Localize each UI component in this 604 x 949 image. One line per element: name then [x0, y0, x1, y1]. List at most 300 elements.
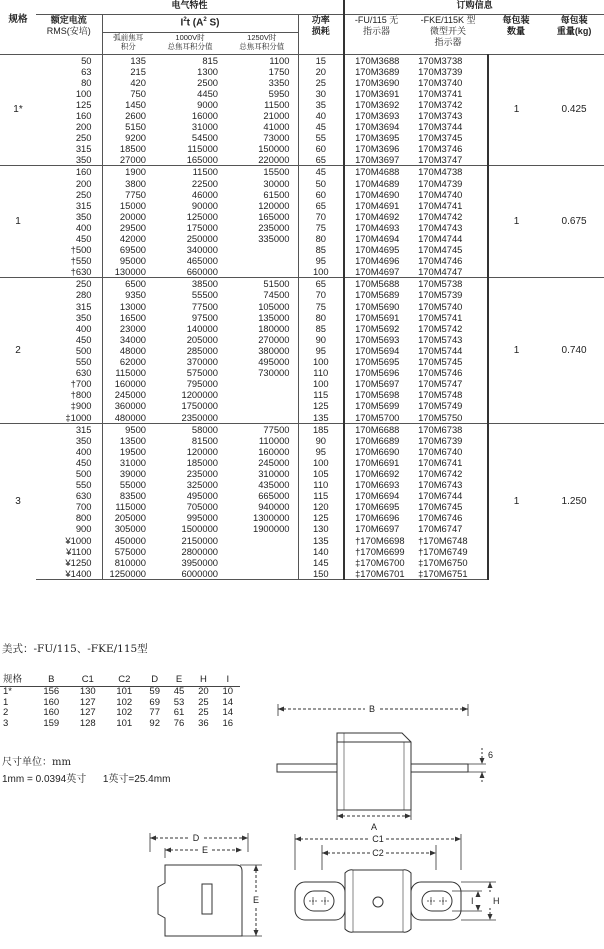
- fke-part-number-cell: 170M5745: [418, 356, 463, 368]
- total-i2t-1250v-cell: 235000: [258, 221, 290, 233]
- dims-cell: 53: [173, 696, 185, 708]
- prearc-i2t-cell: 5150: [102, 121, 154, 132]
- fu-part-number-cell: 170M4693: [344, 222, 408, 233]
- power-loss-cell: 135: [298, 412, 344, 424]
- rated-current-cell: 350: [75, 311, 92, 323]
- dims-cell: 25: [198, 696, 209, 708]
- total-i2t-1250v-cell: [226, 568, 298, 580]
- pack-qty-cell: 1: [488, 54, 544, 166]
- prearc-i2t-cell: 450000: [102, 535, 154, 546]
- total-i2t-1000v-cell: 2800000: [181, 545, 218, 557]
- fke-part-number-cell: 170M5744: [418, 344, 463, 356]
- end-view-arrows: [150, 836, 259, 937]
- dims-cell: 130: [79, 686, 96, 697]
- fke-part-number-cell: 170M3743: [418, 109, 463, 121]
- dims-cell: 61: [173, 707, 185, 718]
- power-loss-cell: 125: [298, 512, 344, 523]
- total-i2t-1000v-cell: 495000: [186, 490, 218, 502]
- fu-part-number-cell: 170M3689: [344, 66, 408, 77]
- prearc-i2t-cell: 420: [102, 77, 154, 88]
- fke-part-number-cell: 170M4746: [418, 255, 463, 267]
- prearc-i2t-cell: 9200: [102, 132, 154, 143]
- power-loss-cell: 35: [298, 99, 344, 110]
- dim-b-label: B: [368, 704, 376, 714]
- spec-cell: 3: [0, 423, 36, 579]
- top-view-arrows: [295, 837, 493, 921]
- pack-weight-col-header: 每包装 重量(kg): [556, 14, 592, 36]
- rated-current-cell: ¥1400: [36, 568, 102, 580]
- total-i2t-1250v-cell: 220000: [258, 154, 290, 166]
- total-i2t-1000v-cell: 120000: [186, 445, 218, 457]
- power-loss-cell: 40: [298, 110, 344, 121]
- fu-part-number-cell: 170M3694: [344, 121, 408, 132]
- fu-part-number-cell: 170M4694: [344, 233, 408, 244]
- power-loss-cell: 100: [298, 266, 344, 278]
- fu-part-number-cell: 170M6691: [344, 457, 408, 468]
- rated-current-cell: ‡1000: [65, 411, 92, 423]
- fke-part-number-cell: 170M4743: [418, 221, 463, 233]
- dims-col-header: H: [191, 674, 215, 687]
- total-i2t-1250v-cell: 940000: [258, 501, 290, 513]
- prearc-i2t-cell: 3800: [102, 178, 154, 189]
- fke-part-number-cell: 170M3746: [418, 143, 463, 155]
- dims-cell: 20: [198, 686, 209, 697]
- power-loss-cell: 65: [298, 278, 344, 290]
- fu-part-number-cell: 170M6692: [344, 468, 408, 479]
- fu-part-number-cell: 170M5699: [344, 400, 408, 411]
- pack-weight-cell: 0.425: [544, 54, 604, 166]
- total-i2t-1250v-cell: 110000: [258, 434, 290, 446]
- dimensions-table: [0, 674, 240, 729]
- fke-part-number-cell: 170M6746: [418, 512, 463, 524]
- total-i2t-1000v-cell: 4450: [197, 87, 218, 99]
- total-i2t-1250v-cell: [226, 255, 298, 266]
- fke-part-number-cell: 170M3741: [418, 87, 463, 99]
- rated-current-cell: 280: [75, 289, 92, 301]
- pack-qty-cell: 1: [488, 166, 544, 278]
- rated-current-cell: 400: [75, 445, 92, 457]
- fke-part-number-cell: 170M5747: [418, 378, 463, 390]
- prearc-i2t-cell: 245000: [102, 389, 154, 400]
- rated-current-cell: 350: [75, 154, 92, 166]
- fke-part-number-cell: 170M4741: [418, 199, 463, 211]
- rated-current-cell: 250: [75, 188, 92, 200]
- prearc-i2t-cell: 55000: [102, 479, 154, 490]
- total-i2t-1250v-cell: [226, 244, 298, 255]
- dims-cell: 1*: [3, 686, 12, 697]
- fke-part-number-cell: 170M4742: [418, 210, 463, 222]
- fu-part-number-cell: 170M5691: [344, 312, 408, 323]
- total-i2t-1000v-cell: 38500: [154, 278, 226, 290]
- total-i2t-1000v-cell: 31000: [191, 121, 218, 133]
- dims-cell: 59: [149, 686, 160, 697]
- fu-part-number-cell: ‡170M6701: [344, 568, 408, 580]
- fu-part-number-cell: 170M6697: [344, 523, 408, 534]
- prearc-i2t-cell: 115000: [102, 501, 154, 512]
- dim-d-label: D: [192, 833, 200, 843]
- fu-part-number-cell: 170M4691: [344, 200, 408, 211]
- fu-part-number-cell: 170M3696: [344, 143, 408, 154]
- dim-e-label: E: [201, 845, 209, 855]
- power-loss-cell: 70: [298, 211, 344, 222]
- fu-part-number-cell: 170M5689: [344, 289, 408, 300]
- power-loss-cell: 110: [298, 479, 344, 490]
- prearc-i2t-cell: 575000: [102, 546, 154, 557]
- power-loss-cell: 25: [298, 77, 344, 88]
- power-loss-cell: 45: [298, 121, 344, 132]
- pack-weight-cell: 0.740: [544, 278, 604, 423]
- prearc-col-header: 弧前焦耳 积分: [102, 32, 154, 54]
- rated-current-cell: †500: [70, 244, 92, 256]
- fu-part-number-cell: †170M6699: [344, 546, 408, 557]
- power-loss-cell: 150: [298, 568, 344, 580]
- prearc-i2t-cell: 15000: [102, 200, 154, 211]
- prearc-i2t-cell: 13500: [102, 435, 154, 446]
- fuse-end-view: [150, 833, 262, 936]
- total-i2t-1250v-cell: 74500: [263, 289, 290, 301]
- total-i2t-1000v-cell: 125000: [186, 210, 218, 222]
- dims-cell: 127: [79, 696, 96, 708]
- power-loss-cell: 65: [298, 154, 344, 166]
- spec-col-header: 规格: [8, 14, 28, 25]
- total-i2t-1250v-cell: 51500: [226, 278, 298, 290]
- fu-indicator-col-header: -FU/115 无 指示器: [344, 14, 408, 54]
- rated-current-cell: 315: [75, 143, 92, 155]
- rated-current-cell: 550: [75, 356, 92, 368]
- fke-part-number-cell: 170M5740: [418, 300, 463, 312]
- prearc-i2t-cell: 27000: [102, 154, 154, 166]
- total-i2t-1250v-cell: 665000: [258, 490, 290, 502]
- total-i2t-1250v-cell: [226, 535, 298, 546]
- power-loss-cell: 105: [298, 468, 344, 479]
- spec-table-row: [0, 166, 604, 178]
- power-loss-cell: 85: [298, 323, 344, 334]
- total-i2t-1000v-cell: 46000: [191, 188, 218, 200]
- fke-part-number-cell: ‡170M6751: [408, 568, 488, 580]
- total-i2t-1250v-cell: 180000: [258, 322, 290, 334]
- power-loss-cell: 75: [298, 222, 344, 233]
- power-loss-cell: 15: [298, 54, 344, 66]
- dims-col-header: D: [143, 674, 167, 687]
- dims-cell: 14: [222, 696, 234, 708]
- prearc-i2t-cell: 7750: [102, 189, 154, 200]
- dims-cell: 2: [3, 707, 9, 718]
- rated-current-cell: 350: [75, 434, 92, 446]
- fu-part-number-cell: 170M5694: [344, 345, 408, 356]
- fke-part-number-cell: 170M3744: [418, 121, 463, 133]
- power-loss-cell: 95: [298, 255, 344, 266]
- prearc-i2t-cell: 69500: [102, 244, 154, 255]
- pack-qty-col-header: 每包装 数量: [502, 14, 530, 36]
- total-i2t-1250v-cell: [226, 400, 298, 411]
- power-loss-col-header: 功率 损耗: [298, 14, 344, 54]
- prearc-i2t-cell: 810000: [102, 557, 154, 568]
- fu-part-number-cell: 170M5696: [344, 367, 408, 378]
- fu-part-number-cell: 170M5698: [344, 389, 408, 400]
- fke-part-number-cell: 170M4745: [418, 244, 463, 256]
- total-i2t-1250v-cell: 310000: [258, 467, 290, 479]
- dims-row: [0, 687, 240, 698]
- dims-cell: 36: [198, 717, 209, 729]
- power-loss-cell: 130: [298, 523, 344, 534]
- power-loss-cell: 140: [298, 546, 344, 557]
- total-i2t-1000v-cell: 115000: [187, 143, 218, 155]
- total-i2t-1250v-cell: [226, 412, 298, 424]
- fu-part-number-cell: 170M4697: [344, 266, 408, 278]
- prearc-i2t-cell: 135: [102, 54, 154, 66]
- fu-part-number-cell: 170M4689: [344, 178, 408, 189]
- power-loss-cell: 100: [298, 356, 344, 367]
- power-loss-cell: 80: [298, 233, 344, 244]
- fu-part-number-cell: 170M6688: [344, 423, 408, 435]
- total-i2t-1250v-cell: 1300000: [253, 512, 290, 524]
- dims-cell: 77: [149, 707, 160, 718]
- rated-current-cell: 80: [81, 76, 92, 88]
- rated-current-cell: 450: [75, 233, 92, 244]
- total-i2t-1000v-cell: 165000: [186, 154, 218, 166]
- rated-current-cell: 700: [75, 501, 92, 513]
- prearc-i2t-cell: 360000: [102, 400, 154, 411]
- rated-current-cell: ‡900: [70, 400, 92, 412]
- top-view-crosses: [309, 897, 447, 905]
- power-loss-cell: 90: [298, 435, 344, 446]
- total-i2t-1250v-cell: 435000: [258, 479, 290, 491]
- fke-part-number-cell: 170M4740: [418, 188, 463, 200]
- rated-current-cell: 250: [36, 278, 102, 290]
- total-i2t-1250v-cell: 160000: [258, 445, 290, 457]
- fu-part-number-cell: 170M6694: [344, 490, 408, 501]
- fu-part-number-cell: 170M6695: [344, 501, 408, 512]
- fu-part-number-cell: 170M6693: [344, 479, 408, 490]
- rated-current-cell: 400: [75, 322, 92, 334]
- fke-part-number-cell: 170M5738: [408, 278, 488, 290]
- fke-part-number-cell: 170M6743: [418, 479, 463, 491]
- prearc-i2t-cell: 480000: [102, 412, 154, 424]
- total-i2t-1250v-cell: 5950: [268, 87, 290, 99]
- dims-header-row: [0, 674, 240, 687]
- dim-e-side-label: E: [253, 895, 260, 905]
- total-i2t-1000v-cell: 55500: [191, 289, 218, 301]
- fu-part-number-cell: 170M5700: [344, 412, 408, 424]
- dims-cell: 1: [3, 696, 9, 708]
- fke-part-number-cell: 170M5743: [418, 333, 463, 345]
- power-loss-cell: 30: [298, 88, 344, 99]
- total-i2t-1000v-cell: 185000: [186, 456, 218, 468]
- fke-part-number-cell: 170M6739: [418, 434, 463, 446]
- rated-current-cell: 400: [75, 221, 92, 233]
- total-i2t-1250v-cell: 245000: [258, 456, 290, 468]
- rated-current-cell: 500: [75, 467, 92, 479]
- prearc-i2t-cell: 115000: [102, 367, 154, 378]
- power-loss-cell: 115: [298, 389, 344, 400]
- dims-col-header: I: [216, 674, 240, 687]
- fke-part-number-cell: 170M4739: [418, 177, 463, 189]
- dims-cell: 101: [116, 686, 133, 697]
- power-loss-cell: 75: [298, 301, 344, 312]
- power-loss-cell: 135: [298, 535, 344, 546]
- dims-cell: 160: [43, 696, 60, 708]
- power-loss-cell: 120: [298, 501, 344, 512]
- total-i2t-1250v-cell: [226, 378, 298, 389]
- prearc-i2t-cell: 9500: [102, 423, 154, 435]
- fu-part-number-cell: 170M4688: [344, 166, 408, 178]
- power-loss-cell: 55: [298, 132, 344, 143]
- rated-current-col-header: 额定电流 RMS(安培): [46, 14, 91, 36]
- total-i2t-1000v-cell: 815: [154, 54, 226, 66]
- dims-cell: 14: [222, 707, 234, 718]
- total-i2t-1000v-cell: 58000: [154, 423, 226, 435]
- prearc-i2t-cell: 19500: [102, 446, 154, 457]
- fke-part-number-cell: †170M6748: [418, 534, 468, 546]
- dim-c1-label: C1: [372, 834, 384, 844]
- total-i2t-1000v-cell: 22500: [191, 177, 218, 189]
- dims-cell: 102: [116, 696, 133, 708]
- total-i2t-1000v-cell: 660000: [186, 266, 218, 278]
- dimension-unit-note: 尺寸单位：mm: [2, 757, 71, 768]
- prearc-i2t-cell: 9350: [102, 289, 154, 300]
- dims-cell: 69: [149, 696, 160, 708]
- pack-qty-cell: 1: [488, 423, 544, 579]
- prearc-i2t-cell: 1900: [102, 166, 154, 178]
- power-loss-cell: 65: [298, 200, 344, 211]
- total-i2t-1000v-cell: 6000000: [154, 568, 226, 580]
- dims-cell: 3: [3, 717, 9, 729]
- fu-part-number-cell: 170M5693: [344, 334, 408, 345]
- rated-current-cell: ¥1000: [65, 534, 92, 546]
- total-i2t-1000v-cell: 175000: [186, 221, 218, 233]
- total-i2t-1250v-cell: [226, 266, 298, 278]
- fke-part-number-cell: 170M6738: [408, 423, 488, 435]
- prearc-i2t-cell: 2600: [102, 110, 154, 121]
- total-i2t-1250v-cell: 77500: [226, 423, 298, 435]
- fke-part-number-cell: 170M6744: [418, 490, 463, 502]
- rated-current-cell: ¥1100: [66, 545, 92, 557]
- prearc-i2t-cell: 48000: [102, 345, 154, 356]
- total-i2t-1250v-cell: 11500: [264, 98, 290, 110]
- spec-cell: 1: [0, 166, 36, 278]
- fu-part-number-cell: 170M3695: [344, 132, 408, 143]
- total-i2t-1250v-cell: 165000: [258, 210, 290, 222]
- rated-current-cell: 315: [75, 199, 92, 211]
- total-i2t-1000v-cell: 1750000: [181, 400, 218, 412]
- rated-current-cell: 900: [75, 523, 92, 535]
- fke-part-number-cell: 170M5750: [418, 411, 463, 423]
- power-loss-cell: 70: [298, 289, 344, 300]
- rated-current-cell: 630: [75, 490, 92, 502]
- total-i2t-1250v-cell: 15500: [226, 166, 298, 178]
- total-i2t-1000v-cell: 97500: [191, 311, 218, 323]
- rated-current-cell: 200: [75, 177, 92, 189]
- total-i2t-1250v-cell: 73000: [263, 132, 290, 144]
- i2t-col-header: $I^2t$ ($A^2$ S): [102, 14, 298, 32]
- fke-part-number-cell: 170M6747: [418, 523, 463, 535]
- fke-part-number-cell: 170M3738: [408, 54, 488, 66]
- power-loss-cell: 90: [298, 334, 344, 345]
- total-i2t-1000v-cell: 995000: [186, 512, 218, 524]
- fke-part-number-cell: 170M3742: [418, 98, 463, 110]
- total-i2t-1000v-cell: 285000: [186, 344, 218, 356]
- fke-part-number-cell: †170M6749: [418, 545, 468, 557]
- prearc-i2t-cell: 62000: [102, 356, 154, 367]
- fke-part-number-cell: 170M6740: [418, 445, 463, 457]
- dims-col-header: B: [33, 674, 70, 687]
- total-i2t-1000v-cell: 16000: [191, 109, 218, 121]
- fu-part-number-cell: 170M3697: [344, 154, 408, 166]
- dims-cell: 92: [149, 717, 160, 729]
- total-i2t-1250v-cell: 1750: [268, 65, 290, 77]
- total-i2t-1250v-cell: 495000: [258, 356, 290, 368]
- rated-current-cell: 250: [75, 132, 92, 144]
- total-i2t-1000v-cell: 325000: [186, 479, 218, 491]
- pack-weight-cell: 1.250: [544, 423, 604, 579]
- rated-current-cell: 350: [75, 210, 92, 222]
- power-loss-cell: 145: [298, 557, 344, 568]
- fu-part-number-cell: 170M3690: [344, 77, 408, 88]
- electrical-characteristics-heading: 电气特性: [36, 0, 344, 14]
- fu-part-number-cell: 170M5690: [344, 301, 408, 312]
- prearc-i2t-cell: 34000: [102, 334, 154, 345]
- prearc-i2t-cell: 83500: [102, 490, 154, 501]
- total-1000v-col-header: 1000V时 总焦耳积分值: [167, 32, 213, 51]
- total-i2t-1000v-cell: 1200000: [181, 389, 218, 401]
- dims-cell: 101: [116, 717, 133, 729]
- prearc-i2t-cell: 18500: [102, 143, 154, 154]
- total-i2t-1250v-cell: 335000: [258, 233, 290, 244]
- prearc-i2t-cell: 1450: [102, 99, 154, 110]
- total-1250v-col-header: 1250V时 总焦耳积分值: [239, 32, 285, 51]
- prearc-i2t-cell: 16500: [102, 312, 154, 323]
- total-i2t-1250v-cell: 1100: [226, 54, 298, 66]
- side-view-arrows: [278, 707, 485, 819]
- fu-part-number-cell: 170M3691: [344, 88, 408, 99]
- total-i2t-1000v-cell: 340000: [186, 244, 218, 256]
- fu-part-number-cell: 170M4690: [344, 189, 408, 200]
- dim-6-label: 6: [488, 750, 494, 760]
- dim-i-label: I: [471, 896, 474, 906]
- fke-part-number-cell: 170M3739: [418, 65, 463, 77]
- prearc-i2t-cell: 160000: [102, 378, 154, 389]
- rated-current-cell: 630: [75, 367, 92, 379]
- us-style-note: 美式：-FU/115、-FKE/115型: [2, 643, 148, 655]
- dims-cell: 16: [222, 717, 234, 729]
- rated-current-cell: 100: [75, 87, 92, 99]
- spec-cell: 1*: [0, 54, 36, 166]
- prearc-i2t-cell: 39000: [102, 468, 154, 479]
- fke-part-number-cell: 170M6742: [418, 467, 463, 479]
- power-loss-cell: 100: [298, 378, 344, 389]
- power-loss-cell: 45: [298, 166, 344, 178]
- rated-current-cell: 160: [36, 166, 102, 178]
- dims-col-header: E: [167, 674, 191, 687]
- total-i2t-1250v-cell: 270000: [258, 333, 290, 345]
- spec-table-row: [0, 423, 604, 435]
- dims-cell: 25: [198, 707, 209, 718]
- dims-row: [0, 719, 240, 730]
- fke-part-number-cell: 170M4747: [418, 266, 463, 278]
- fu-part-number-cell: 170M4695: [344, 244, 408, 255]
- dims-cell: 10: [222, 686, 234, 697]
- total-i2t-1000v-cell: 370000: [186, 356, 218, 368]
- rated-current-cell: 450: [75, 456, 92, 468]
- total-i2t-1000v-cell: 235000: [186, 467, 218, 479]
- prearc-i2t-cell: 205000: [102, 512, 154, 523]
- fke-part-number-cell: 170M5739: [418, 289, 463, 301]
- fu-part-number-cell: †170M6698: [344, 535, 408, 546]
- rated-current-cell: 160: [75, 109, 92, 121]
- total-i2t-1000v-cell: 1500000: [181, 523, 218, 535]
- dims-cell: 102: [116, 707, 133, 718]
- fke-part-number-cell: 170M4738: [408, 166, 488, 178]
